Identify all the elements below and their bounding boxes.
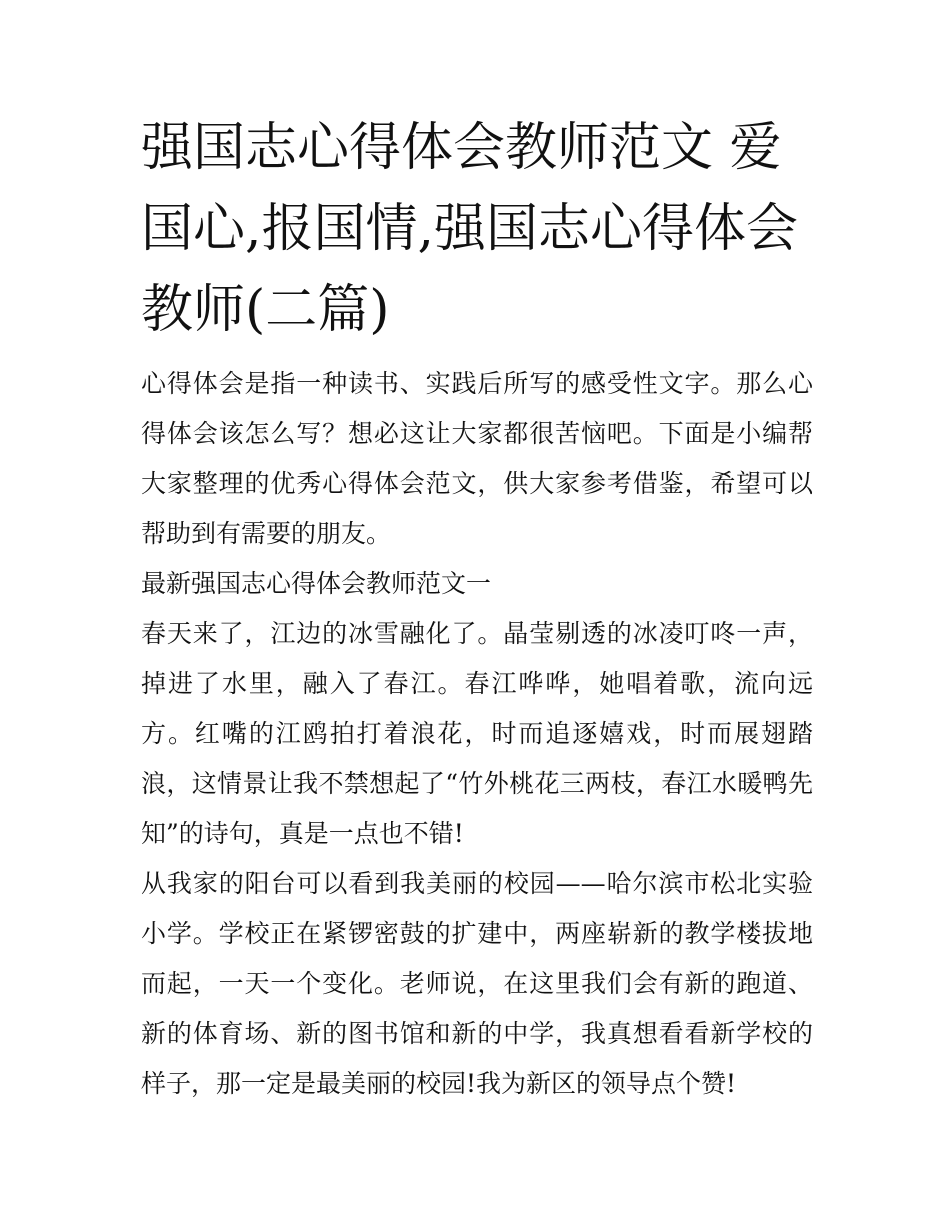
intro-paragraph: 心得体会是指一种读书、实践后所写的感受性文字。那么心得体会该怎么写？想必这让大家都很苦恼吧。下面是小编帮大家整理的优秀心得体会范文，供大家参考借鉴，希望可以帮助到有需要的朋友。 bbox=[141, 369, 813, 548]
section-heading: 最新强国志心得体会教师范文一 bbox=[141, 569, 492, 598]
body-paragraph-school: 从我家的阳台可以看到我美丽的校园——哈尔滨市松北实验小学。学校正在紧锣密鼓的扩建中，两座崭新的教学楼拔地而起，一天一个变化。老师说，在这里我们会有新的跑道、新的体育场、新的图书馆和新的中学，我真想看看新学校的样子，那一定是最美丽的校园!我为新区的领导点个赞! bbox=[141, 869, 813, 1098]
document-title: 强国志心得体会教师范文 爱国心,报国情,强国志心得体会教师(二篇) bbox=[141, 118, 799, 340]
document-body bbox=[141, 108, 813, 1109]
body-paragraph-spring: 春天来了，江边的冰雪融化了。晶莹剔透的冰凌叮咚一声，掉进了水里，融入了春江。春江哗哗，她唱着歌，流向远方。红嘴的江鸥拍打着浪花，时而追逐嬉戏，时而展翅踏浪，这情景让我不禁想起了“竹外桃花三两枝，春江水暖鸭先知”的诗句，真是一点也不错! bbox=[141, 619, 813, 848]
